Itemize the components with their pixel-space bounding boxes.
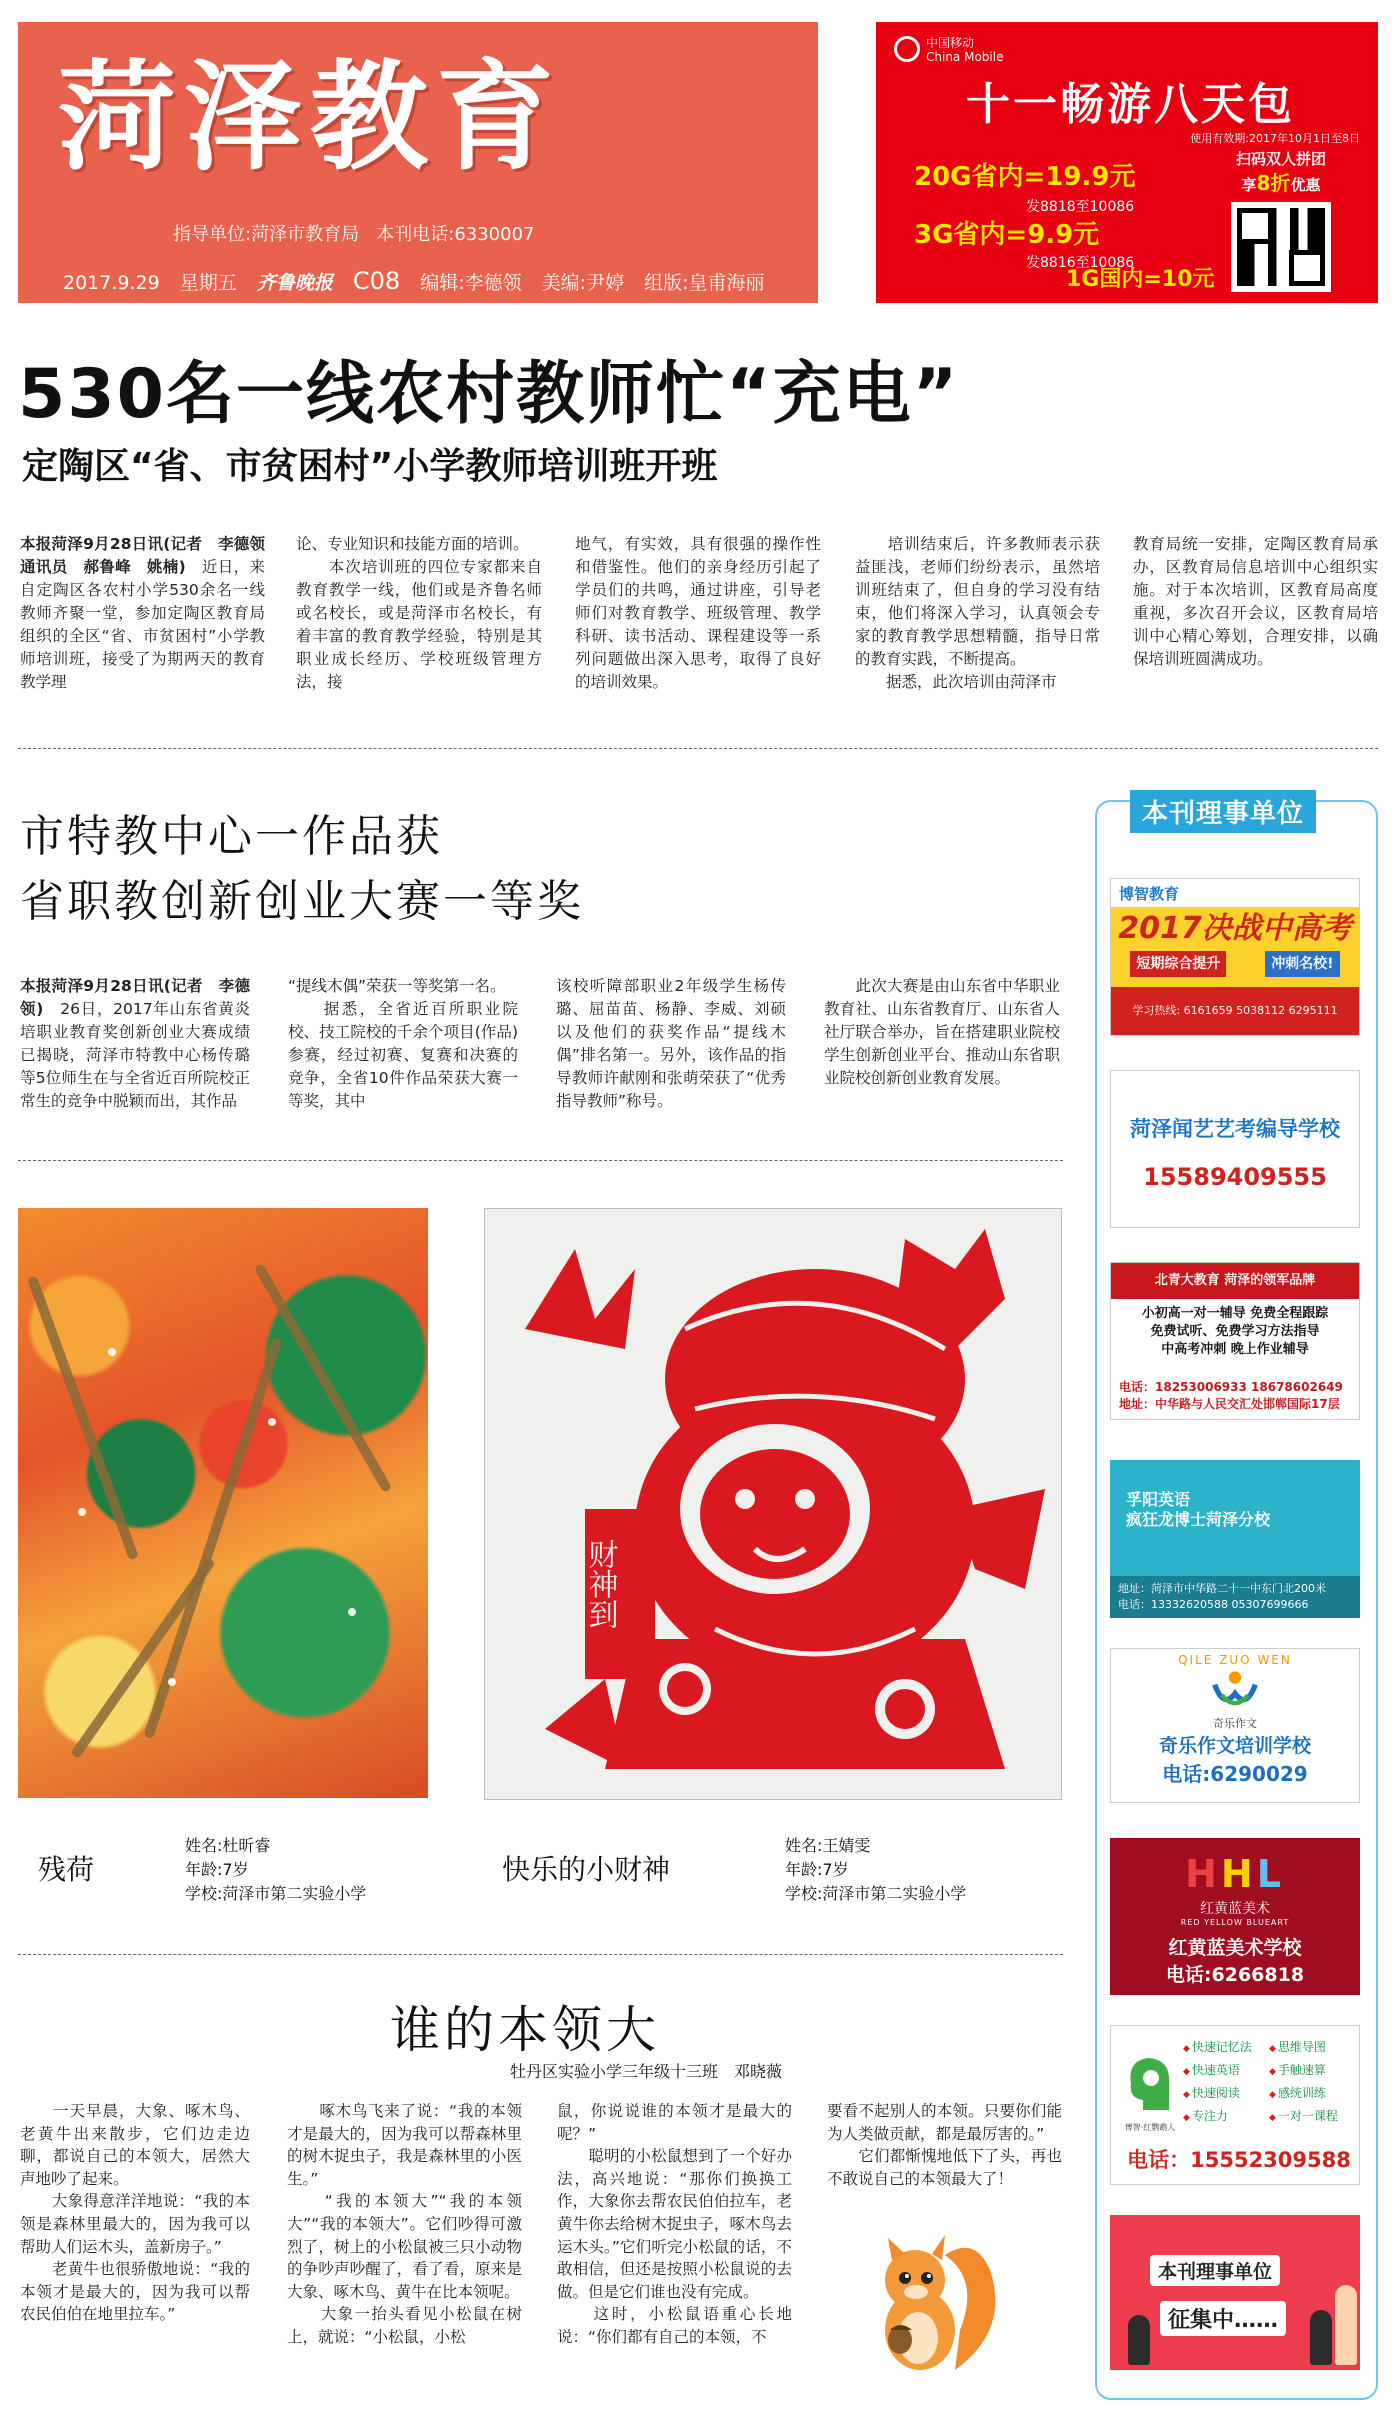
ad-plan: 1G国内=10元 (1066, 267, 1215, 292)
article1-subtitle: 定陶区“省、市贫困村”小学教师培训班开班 (22, 446, 718, 487)
essay-title: 谁的本领大 (390, 2001, 660, 2059)
article2-col4: 此次大赛是由山东省中华职业教育社、山东省教育厅、山东省人社厅联合举办，旨在搭建职业院校学生创新创业平台、推动山东省职业院校创新创业教育发展。 (824, 977, 1060, 1087)
artwork1-age: 年龄:7岁 (185, 1860, 249, 1879)
issue-weekday: 星期五 (179, 272, 237, 294)
ad-headline: 十一畅游八天包 (966, 79, 1295, 130)
ad-beiqingda[interactable] (1110, 1262, 1360, 1420)
ad-recruit-members[interactable] (1110, 2215, 1360, 2370)
ad-hongyu-tel: 电话：15552309588 (1127, 2148, 1351, 2172)
ad-qile-arc: QILE ZUO WEN (1178, 1653, 1292, 1667)
ad-scan-post: 优惠 (1290, 175, 1321, 194)
figure-icon (1128, 2315, 1150, 2365)
china-mobile-ad (876, 22, 1378, 303)
artwork2-name: 姓名:王婧雯 (785, 1836, 871, 1855)
hhl-logo-letter: H (1185, 1852, 1221, 1896)
ad-plan-sms: 发8818至10086 (1026, 199, 1135, 215)
essay-col1: 一天早晨，大象、啄木鸟、老黄牛出来散步，它们边走边聊，都说自己的本领大，居然大声地吵了起来。 大象得意洋洋地说：“我的本领是森林里最大的，因为我可以帮助人们运木头，盖新房子。” 老黄牛也很骄傲地说：“我的本领才是最大的，因为我可以帮农民伯伯在地里拉车。” (20, 2102, 250, 2324)
issue-date: 2017.9.29 (63, 272, 160, 294)
essay-col4: 要看不起别人的本领。只要你们能为人类做贡献，都是最厉害的。” 它们都惭愧地低下了头，再也不敢说自己的本领最大了！ (827, 2102, 1062, 2188)
ad-hongyu[interactable] (1110, 2025, 1360, 2185)
artwork-lotus-painting (18, 1208, 428, 1798)
article1-title: 530名一线农村教师忙“充电” (18, 355, 960, 434)
ad-recruit-line1: 本刊理事单位 (1150, 2255, 1280, 2286)
ad-hongyu-list (1183, 2036, 1359, 2128)
ad-beiqingda-header: 北青大教育 菏泽的领军品牌 (1111, 1263, 1359, 1299)
divider (18, 1954, 1063, 1955)
ad-hhl-tel: 电话:6266818 (1165, 1964, 1305, 1986)
artwork2-school: 学校:菏泽市第二实验小学 (785, 1884, 967, 1903)
ad-brand-en: China Mobile (926, 50, 1004, 65)
ad-qile-writing[interactable] (1110, 1648, 1360, 1803)
ad-hhl-en: RED YELLOW BLUEART (1180, 1918, 1290, 1927)
ad-hhl-name: 红黄蓝美术学校 (1168, 1937, 1302, 1959)
ad-fuyang-tel: 电话：13332620588 05307699666 (1118, 1598, 1309, 1611)
layout-credit: 组版:皇甫海丽 (644, 272, 765, 294)
article2-col3: 该校听障部职业2年级学生杨传璐、屈苗苗、杨静、李威、刘硕以及他们的获奖作品“提线木偶”排名第一。另外，该作品的指导教师许献刚和张萌荣获了“优秀指导教师”称号。 (556, 977, 786, 1110)
ad-bozhi-tags (1111, 951, 1359, 977)
ad-hongyu-item: ◆ 一对一课程 (1269, 2106, 1355, 2128)
artwork-papercut-god-of-wealth (484, 1208, 1062, 1800)
ad-bozhi-main (1111, 907, 1359, 987)
paper-name: 齐鲁晚报 (256, 272, 333, 294)
ad-scan-line1: 扫码双人拼团 (1235, 150, 1326, 168)
artwork1-school: 学校:菏泽市第二实验小学 (185, 1884, 367, 1903)
ad-bozhi-brand: 博智教育 (1119, 885, 1180, 903)
essay-col2: 啄木鸟飞来了说：“我的本领才是最大的，因为我可以帮森林里的树木捉虫子，我是森林里的小医生。” “我的本领大”“我的本领大”“我的本领大”。它们吵得可激烈了，树上的小松鼠被三只小动物的争吵声吵醒了，看了看，原来是大象、啄木鸟、黄牛在比本领呢。 大象一抬头看见小松鼠在树上，就说：“小松鼠，小松 (287, 2102, 522, 2346)
page-number: C08 (352, 267, 401, 295)
masthead (18, 22, 818, 303)
hhl-logo-letter: L (1256, 1852, 1285, 1896)
editorial-phone: 本刊电话:6330007 (376, 224, 535, 245)
ad-beiqingda-body (1111, 1299, 1359, 1359)
ad-bozhi-headline: 2017决战中高考 (1118, 911, 1352, 946)
artwork1-info (185, 1834, 366, 1906)
ad-wenyi-name: 菏泽闻艺艺考编导学校 (1130, 1117, 1340, 1141)
essay-byline: 牡丹区实验小学三年级十三班 邓晓薇 (510, 2062, 783, 2081)
divider (18, 748, 1378, 749)
ad-beiqingda-tel: 电话：18253006933 18678602649 (1119, 1380, 1343, 1394)
essay-col3: 鼠，你说说谁的本领才是最大的呢？” 聪明的小松鼠想到了一个好办法，高兴地说：“那你们换换工作，大象你去帮农民伯伯拉车，老黄牛你去给树木捉虫子，啄木鸟去运木头。”它们听完小松鼠的话，不敢相信，但还是按照小松鼠说的去做。但是它们谁也没有完成。 这时，小松鼠语重心长地说：“你们都有自己的本领，不 (557, 2102, 792, 2346)
artwork1-title: 残荷 (38, 1853, 95, 1886)
ad-wenyi-school[interactable] (1110, 1070, 1360, 1228)
ad-hongyu-item: ◆ 思维导图 (1269, 2037, 1355, 2059)
papercut-svg (485, 1209, 1062, 1800)
masthead-logo: 菏泽教育 (58, 48, 563, 186)
ad-fuyang-contact (1110, 1576, 1360, 1618)
figure-icon (1310, 2310, 1332, 2365)
ad-beiqingda-line: 中高考冲刺 晚上作业辅导 (1161, 1342, 1309, 1357)
article1-col1-text: 近日，来自定陶区各农村小学530余名一线教师齐聚一堂，参加定陶区教育局组织的全区“省、市贫困村”小学教师培训班，接受了为期两天的教育教学理 (20, 558, 265, 691)
figure-icon (1335, 2285, 1357, 2365)
ad-validity: 使用有效期:2017年10月1日至8日 (1190, 132, 1360, 145)
ad-beiqingda-line: 免费试听、免费学习方法指导 (1150, 1324, 1320, 1339)
ad-hongyu-item: ◆ 感统训练 (1269, 2083, 1355, 2105)
ad-bozhi-tag2: 冲刺名校! (1265, 951, 1339, 977)
ad-bozhi-tag1: 短期综合提升 (1130, 951, 1226, 977)
ad-recruit-line2: 征集中…… (1160, 2301, 1286, 2336)
article2-title-line1: 市特教中心一作品获 (20, 811, 443, 862)
ad-hongyu-item: ◆ 手触速算 (1269, 2060, 1355, 2082)
ad-plan-sms: 发8816至10086 (1026, 255, 1135, 271)
ad-fuyang-english[interactable] (1110, 1460, 1360, 1618)
ad-scan-pre: 享 (1241, 175, 1257, 194)
artwork2-info (785, 1834, 966, 1906)
ad-beiqingda-contact (1111, 1379, 1359, 1413)
ad-scan-line2 (1216, 170, 1346, 196)
article1-col2: 论、专业知识和技能方面的培训。 本次培训班的四位专家都来自教育教学一线，他们或是齐鲁名师或名校长，或是菏泽市名校长，有着丰富的教育教学经验，特别是其职业成长经历、学校班级管理方法，接 (296, 535, 542, 691)
article1-col4: 培训结束后，许多教师表示获益匪浅，老师们纷纷表示，虽然培训班结束了，但自身的学习没有结束，他们将深入学习，认真领会专家的教育教学思想精髓，指导日常的教育实践，不断提高。 据悉，此次培训由菏泽市 (855, 535, 1100, 691)
artwork2-title: 快乐的小财神 (502, 1853, 671, 1886)
masthead-dateline (63, 267, 779, 295)
china-mobile-logo-icon (894, 36, 920, 62)
ad-hhl-zh: 红黄蓝美术 (1200, 1901, 1270, 1917)
artwork1-name: 姓名:杜昕睿 (185, 1836, 271, 1855)
ad-beiqingda-addr: 地址：中华路与人民交汇处邯郸国际17层 (1119, 1397, 1340, 1411)
article2-col1 (20, 975, 250, 1113)
article2-col1-text: 26日，2017年山东省黄炎培职业教育奖创新创业大赛成绩已揭晓，菏泽市特教中心杨传璐等5位师生在与全省近百所院校正常生的竞争中脱颖而出，其作品 (20, 1000, 250, 1110)
ad-wenyi-tel: 15589409555 (1143, 1163, 1327, 1191)
ad-hongyu-item: ◆ 专注力 (1183, 2106, 1269, 2128)
ad-qile-sub: 奇乐作文 (1213, 1717, 1257, 1730)
article1-lead: 本报菏泽9月28日讯(记者 李德领 通讯员 郝鲁峰 姚楠) (20, 535, 281, 576)
article2-lead: 本报菏泽9月28日讯(记者 李德领) (20, 977, 250, 1018)
ad-fuyang-addr: 地址：菏泽市中华路二十一中东门北200米 (1118, 1582, 1326, 1595)
article1-col3: 地气，有实效，具有很强的操作性和借鉴性。他们的亲身经历引起了学员们的共鸣，通过讲座，引导老师们对教育教学、班级管理、教学科研、读书活动、课程建设等一系列问题做出深入思考，取得了良好的培训效果。 (575, 535, 821, 691)
hhl-logo-letter: H (1220, 1852, 1257, 1896)
editor: 编辑:李德领 (420, 272, 522, 294)
ad-beiqingda-line: 小初高一对一辅导 免费全程跟踪 (1141, 1306, 1329, 1321)
papercut-inscription: 财神到 (582, 1539, 618, 1629)
qr-code-icon[interactable] (1231, 202, 1331, 292)
ad-hongyu-item: ◆ 快速记忆法 (1183, 2037, 1269, 2059)
ad-fuyang-name (1110, 1460, 1360, 1530)
supervisor: 指导单位:菏泽市教育局 (173, 224, 360, 245)
ad-fuyang-line1: 孚阳英语 (1126, 1490, 1191, 1509)
ad-brand-zh: 中国移动 (926, 36, 975, 50)
ad-qile-name: 奇乐作文培训学校 (1158, 1735, 1311, 1757)
head-logo-icon (1123, 2054, 1175, 2114)
ad-bozhi-education[interactable] (1110, 878, 1360, 1036)
ad-hhl-art[interactable] (1110, 1838, 1360, 1995)
article2-title-line2: 省职教创新创业大赛一等奖 (20, 876, 584, 927)
sidebar-title: 本刊理事单位 (1130, 790, 1316, 833)
ad-hongyu-item: ◆ 快速英语 (1183, 2060, 1269, 2082)
divider (18, 1160, 1063, 1161)
ad-scan-promo (1216, 150, 1346, 196)
artist: 美编:尹婷 (541, 272, 625, 294)
ad-brand (926, 36, 1003, 65)
squirrel-illustration (860, 2230, 1005, 2380)
masthead-info (173, 220, 534, 246)
ad-hongyu-item: ◆ 快速阅读 (1183, 2083, 1269, 2105)
artwork2-age: 年龄:7岁 (785, 1860, 849, 1879)
ad-plan: 3G省内=9.9元 (914, 220, 1100, 250)
qile-logo-icon (1200, 1667, 1270, 1711)
ad-bozhi-phones: 学习热线: 6161659 5038112 6295111 (1111, 987, 1359, 1036)
article1-col1 (20, 533, 281, 694)
ad-hongyu-brand: 博智·红鹦鹉人 (1124, 2123, 1176, 2132)
ad-qile-tel: 电话:6290029 (1162, 1762, 1308, 1786)
ad-plan: 20G省内=19.9元 (914, 162, 1136, 192)
hhl-logo-icon (1110, 1852, 1360, 1896)
ad-fuyang-line2: 疯狂龙博士菏泽分校 (1126, 1510, 1271, 1529)
article2-col2: “提线木偶”荣获一等奖第一名。 据悉，全省近百所职业院校、技工院校的千余个项目(作品)参赛，经过初赛、复赛和决赛的竞争，全省10件作品荣获大赛一等奖，其中 (288, 977, 518, 1110)
ad-scan-discount: 8折 (1256, 170, 1291, 195)
article1-col5: 教育局统一安排，定陶区教育局承办，区教育局信息培训中心组织实施。对于本次培训，区教育局高度重视，多次召开会议，区教育局培训中心精心筹划，合理安排，以确保培训班圆满成功。 (1133, 535, 1378, 668)
